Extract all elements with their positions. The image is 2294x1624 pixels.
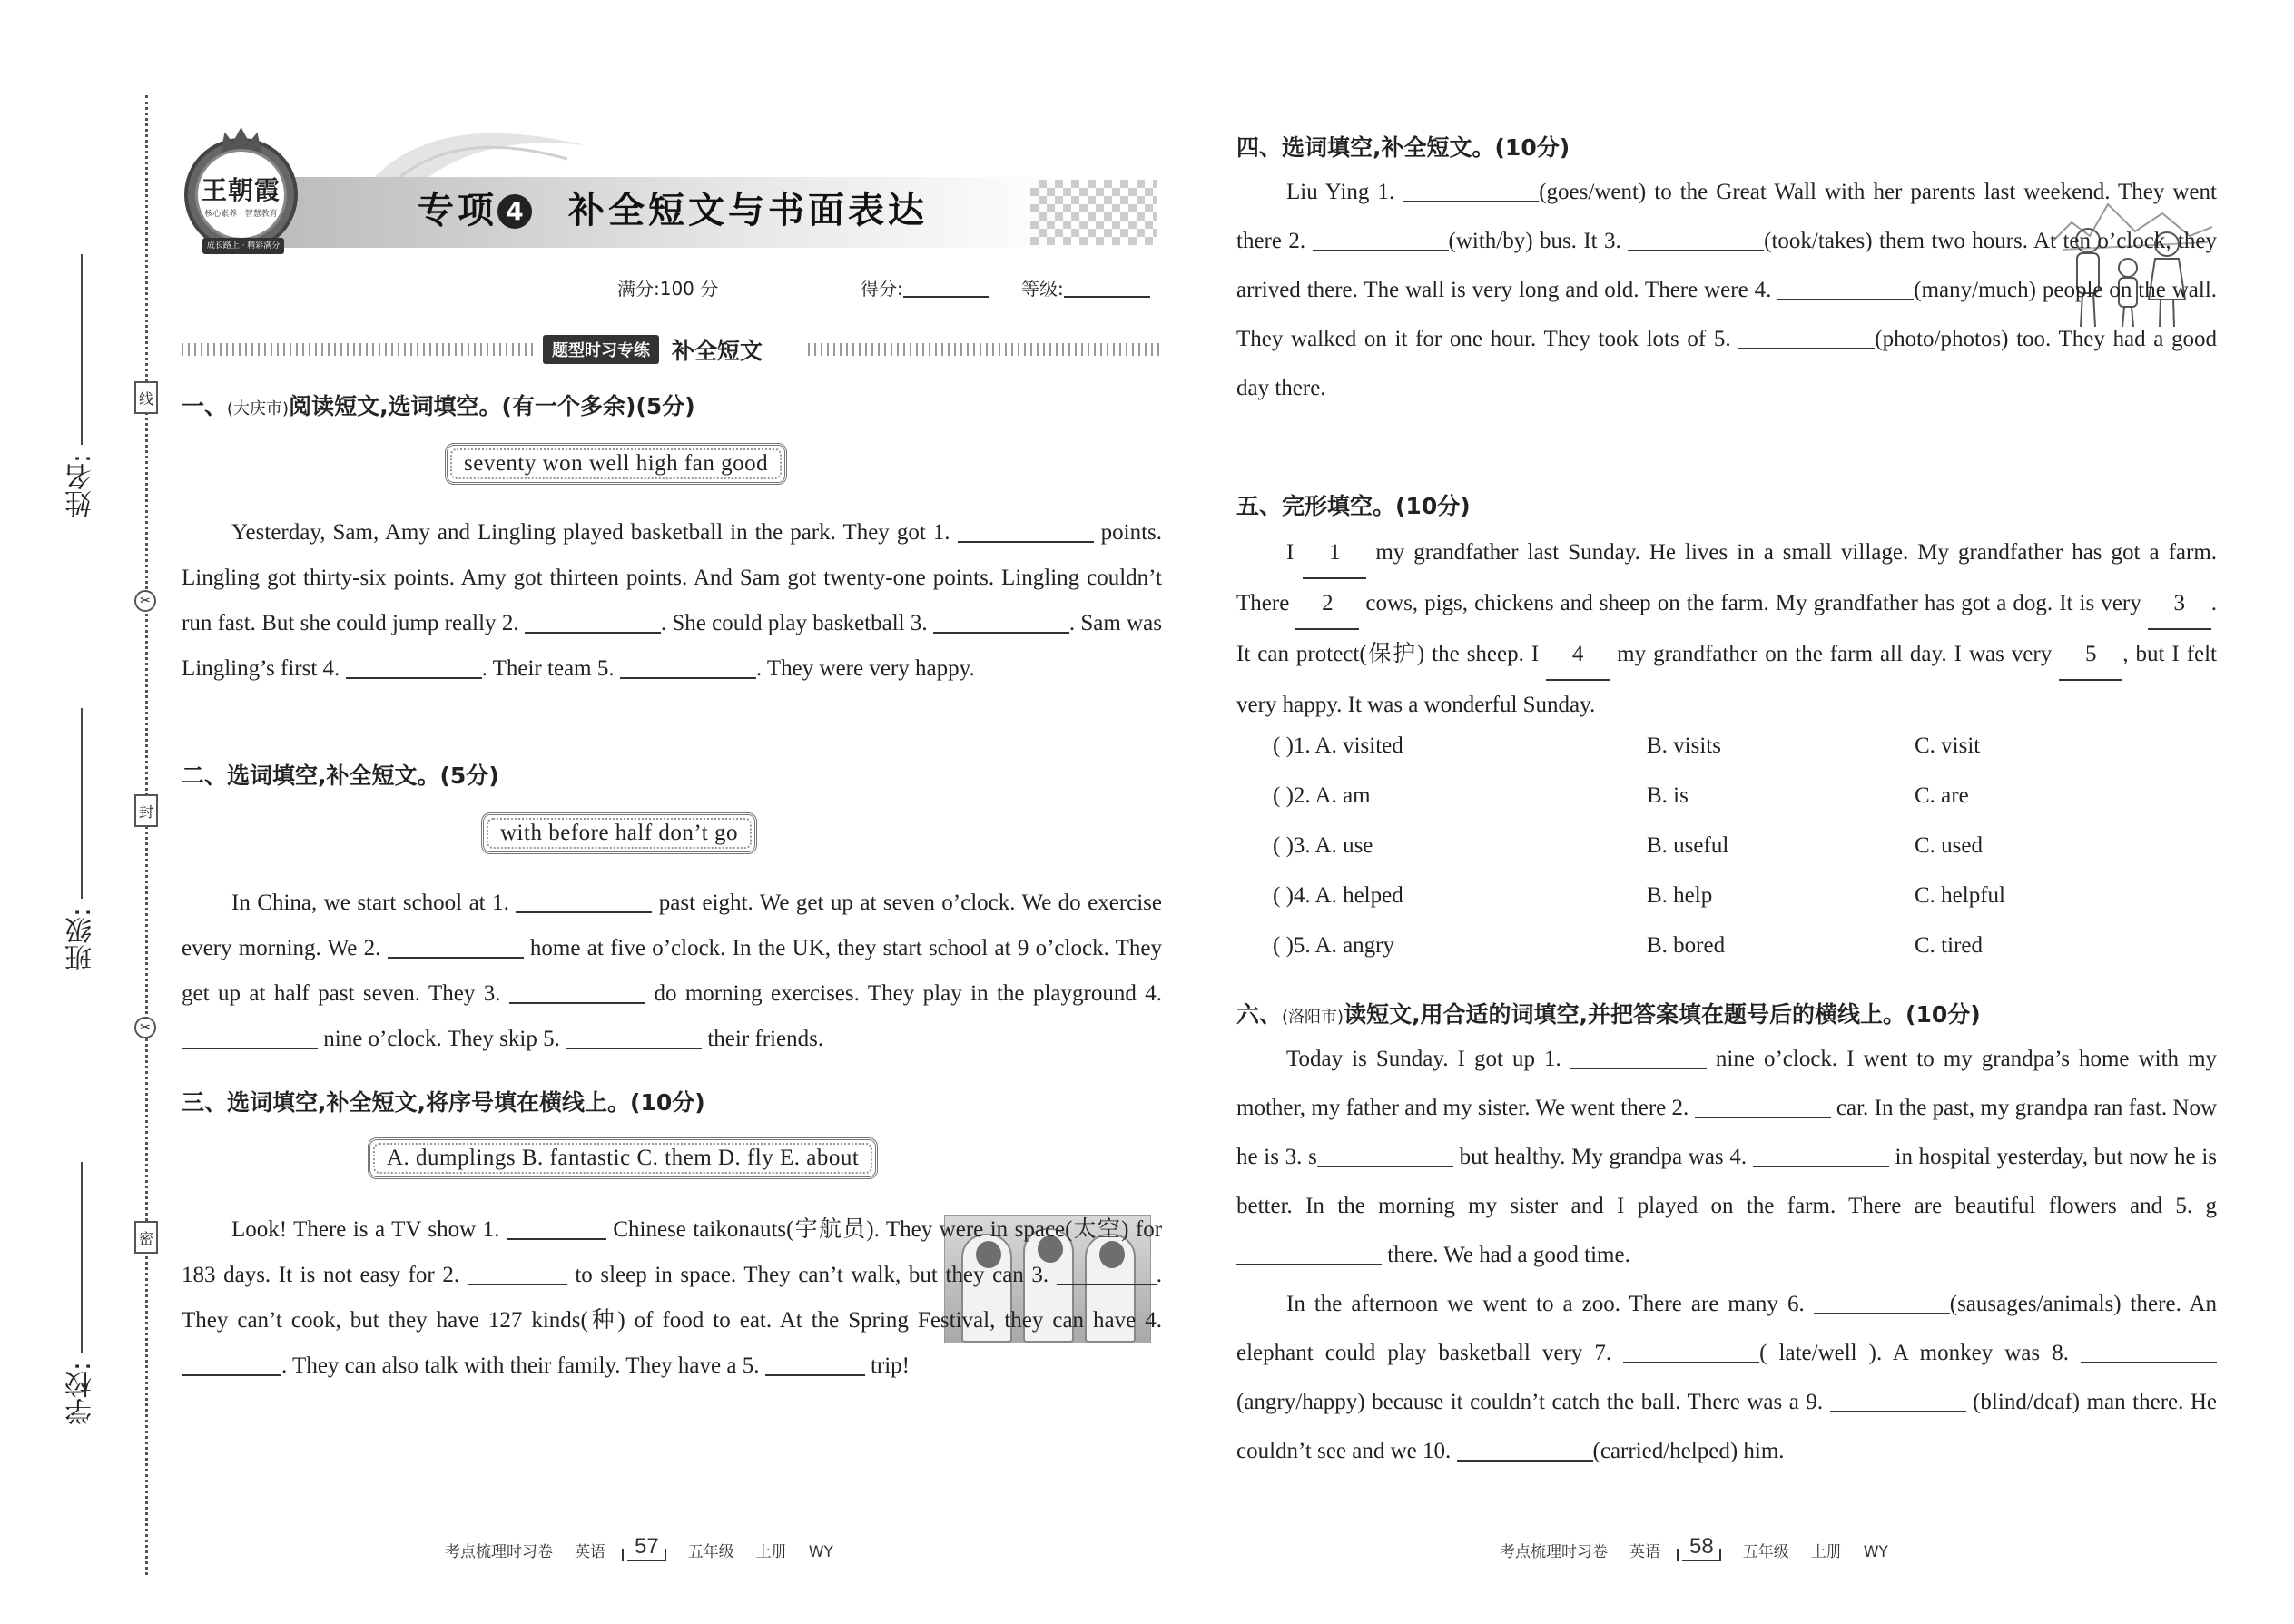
left-page bbox=[182, 0, 1162, 1624]
q1-blank-5[interactable] bbox=[620, 655, 756, 679]
q5-title: 五、完形填空。(10分) bbox=[1236, 493, 1471, 519]
q4-blank-3[interactable] bbox=[1628, 228, 1764, 251]
q5-blank-5[interactable]: 5 bbox=[2059, 630, 2122, 681]
page-number: 57 bbox=[627, 1534, 666, 1561]
grade-field[interactable]: 等级: bbox=[1021, 274, 1150, 300]
q1-title: 一、(大庆市)阅读短文,选词填空。(有一个多余)(5分) bbox=[182, 393, 695, 419]
q6-blank-9[interactable] bbox=[1830, 1389, 1966, 1412]
practice-type: 补全短文 bbox=[672, 338, 763, 364]
score-field[interactable]: 得分: bbox=[861, 274, 989, 300]
q3-title: 三、选词填空,补全短文,将序号填在横线上。(10分) bbox=[182, 1089, 705, 1116]
q3-blank-2[interactable] bbox=[468, 1262, 567, 1285]
q5-blank-4[interactable]: 4 bbox=[1546, 630, 1610, 681]
binding-margin bbox=[0, 0, 182, 1624]
left-footer: 考点梳理时习卷 英语 57 五年级 上册 WY bbox=[445, 1534, 833, 1561]
full-score: 满分:100 分 bbox=[617, 278, 719, 300]
q4-blank-1[interactable] bbox=[1403, 179, 1539, 202]
option-row[interactable]: ( )5. A. angry B. bored C. tired bbox=[1273, 933, 1983, 958]
q6-blank-6[interactable] bbox=[1814, 1291, 1950, 1314]
q2-passage: In China, we start school at 1. past eight. We get up at seven o’clock. We do exercise every morning. We 2. home at five o’clock. In the UK, they start school at 9 o’clock. They get up at half past seven. They 3. do morning exercises. They play in the playground 4. nine o’clock. They skip 5. their friends. bbox=[182, 891, 1163, 1051]
q3-blank-3[interactable] bbox=[1057, 1262, 1157, 1285]
q5-blank-1[interactable]: 1 bbox=[1303, 528, 1366, 579]
option-row[interactable]: ( )1. A. visited B. visits C. visit bbox=[1273, 733, 1981, 758]
logo-brand: 王朝霞 bbox=[201, 175, 281, 205]
q6-blank-3[interactable] bbox=[1317, 1144, 1453, 1167]
q1-blank-2[interactable] bbox=[525, 610, 661, 634]
scissor-icon: ✂ bbox=[134, 1017, 156, 1038]
topic-title: 专项 4 补全短文与书面表达 bbox=[418, 190, 928, 231]
q2-blank-3[interactable] bbox=[509, 980, 645, 1004]
q2-blank-4[interactable] bbox=[182, 1026, 318, 1049]
q5-options bbox=[1273, 733, 2181, 983]
topic-banner bbox=[182, 109, 1162, 263]
option-row[interactable]: ( )4. A. helped B. help C. helpful bbox=[1273, 883, 2005, 908]
brand-logo bbox=[184, 127, 298, 254]
q5-blank-2[interactable]: 2 bbox=[1295, 579, 1359, 630]
q4-blank-2[interactable] bbox=[1313, 228, 1449, 251]
seal-tag: 封 bbox=[134, 794, 158, 827]
scissor-icon: ✂ bbox=[134, 590, 156, 612]
page-number: 58 bbox=[1682, 1534, 1721, 1561]
q2-title: 二、选词填空,补全短文。(5分) bbox=[182, 763, 499, 789]
q5-blank-3[interactable]: 3 bbox=[2148, 579, 2211, 630]
q6-passage-2: In the afternoon we went to a zoo. There are many 6. (sausages/animals) there. An elephant could play basketball very 7. ( late/well ). A monkey was 8. (angry/happy) because it couldn’t catch the ball. There was a 9. (blind/deaf) man there. He couldn’t see and we 10. (carried/helped) him. bbox=[1236, 1292, 2218, 1463]
name-field[interactable]: 姓名: bbox=[54, 254, 109, 517]
practice-tag: 题型时习专练 bbox=[543, 335, 659, 364]
q6-blank-1[interactable] bbox=[1570, 1046, 1707, 1069]
q5-passage: I 1 my grandfather last Sunday. He lives in a small village. My grandfather has got a farm. There 2 cows, pigs, chickens and sheep on the farm. My grandfather has got a dog. It is very 3 . It can protect(保护) the sheep. I 4 my grandfather on the farm all day. I was very 5 , but I felt very happy. It was a wonderful Sunday. bbox=[1236, 528, 2217, 730]
q2-blank-5[interactable] bbox=[566, 1026, 702, 1049]
q1-blank-3[interactable] bbox=[933, 610, 1069, 634]
q6-blank-2[interactable] bbox=[1695, 1095, 1831, 1118]
q1-word-box: seventy won well high fan good bbox=[445, 443, 787, 485]
q6-title: 六、(洛阳市)读短文,用合适的词填空,并把答案填在题号后的横线上。(10分) bbox=[1236, 1001, 1981, 1028]
right-footer: 考点梳理时习卷 英语 58 五年级 上册 WY bbox=[1500, 1534, 1888, 1561]
q3-blank-1[interactable] bbox=[507, 1216, 606, 1240]
right-page bbox=[1236, 0, 2217, 1624]
logo-ribbon: 成长路上 · 精彩满分 bbox=[202, 238, 284, 254]
seal-tag: 密 bbox=[134, 1221, 158, 1254]
q4-blank-4[interactable] bbox=[1777, 277, 1914, 300]
q2-word-box: with before half don’t go bbox=[481, 812, 757, 854]
q6-passage-1: Today is Sunday. I got up 1. nine o’clock. I went to my grandpa’s home with my mother, my father and my sister. We went there 2. car. In the past, my grandpa ran fast. Now he is 3. s but healthy. My grandpa was 4. in hospital yesterday, but now he is better. In the morning my sister and I played on the farm. There are beautiful flowers and 5. g there. We had a good time. bbox=[1236, 1047, 2218, 1267]
q6-blank-4[interactable] bbox=[1753, 1144, 1889, 1167]
q1-passage: Yesterday, Sam, Amy and Lingling played basketball in the park. They got 1. points. Lingling got thirty-six points. Amy got thirteen points. And Sam got twenty-one points. Lingling couldn’t run fast. But she could jump really 2. . She could play basketball 3. . Sam was Lingling’s first 4. . Their team 5. . They were very happy. bbox=[182, 520, 1162, 681]
q6-blank-8[interactable] bbox=[2081, 1340, 2217, 1363]
q2-blank-2[interactable] bbox=[388, 935, 524, 959]
banner-checker bbox=[1030, 180, 1157, 245]
q3-blank-4[interactable] bbox=[182, 1353, 281, 1376]
q4-passage: Liu Ying 1. (goes/went) to the Great Wall with her parents last weekend. They went there 2. (with/by) bus. It 3. (took/takes) them two hours. At ten o’clock, they arrived there. The wall is very long and old. There were 4. (many/much) people on the wall. They walked on it for one hour. They took lots of 5. (photo/photos) too. They had a good day there. bbox=[1236, 180, 2218, 400]
q4-title: 四、选词填空,补全短文。(10分) bbox=[1236, 134, 1570, 161]
q2-blank-1[interactable] bbox=[516, 890, 652, 913]
q6-blank-5[interactable] bbox=[1236, 1242, 1382, 1265]
cut-line bbox=[145, 95, 148, 1575]
topic-number: 4 bbox=[497, 194, 532, 229]
q1-blank-1[interactable] bbox=[958, 519, 1094, 543]
q4-blank-5[interactable] bbox=[1738, 326, 1875, 349]
option-row[interactable]: ( )3. A. use B. useful C. used bbox=[1273, 833, 1983, 858]
class-field[interactable]: 班级: bbox=[54, 708, 109, 971]
q6-blank-10[interactable] bbox=[1457, 1438, 1593, 1462]
option-row[interactable]: ( )2. A. am B. is C. are bbox=[1273, 783, 1969, 808]
q6-blank-7[interactable] bbox=[1623, 1340, 1759, 1363]
q3-blank-5[interactable] bbox=[765, 1353, 865, 1376]
q1-blank-4[interactable] bbox=[346, 655, 482, 679]
logo-sub: 核心素养 · 智慧教育 bbox=[204, 210, 278, 219]
q3-word-box: A. dumplings B. fantastic C. them D. fly E. about bbox=[368, 1137, 878, 1179]
school-field[interactable]: 学校: bbox=[54, 1162, 109, 1425]
q3-passage: Look! There is a TV show 1. Chinese taikonauts(宇航员). They were in space(太空) for 183 days. It is not easy for 2. to sleep in space. They can’t walk, but they can 3. . They can’t cook, but they have 127 kinds(种) of food to eat. At the Spring Festival, they can have 4. . They can also talk with their family. They have a 5. trip! bbox=[182, 1217, 1163, 1378]
type-bar bbox=[182, 334, 1162, 365]
seal-tag: 线 bbox=[134, 381, 158, 414]
